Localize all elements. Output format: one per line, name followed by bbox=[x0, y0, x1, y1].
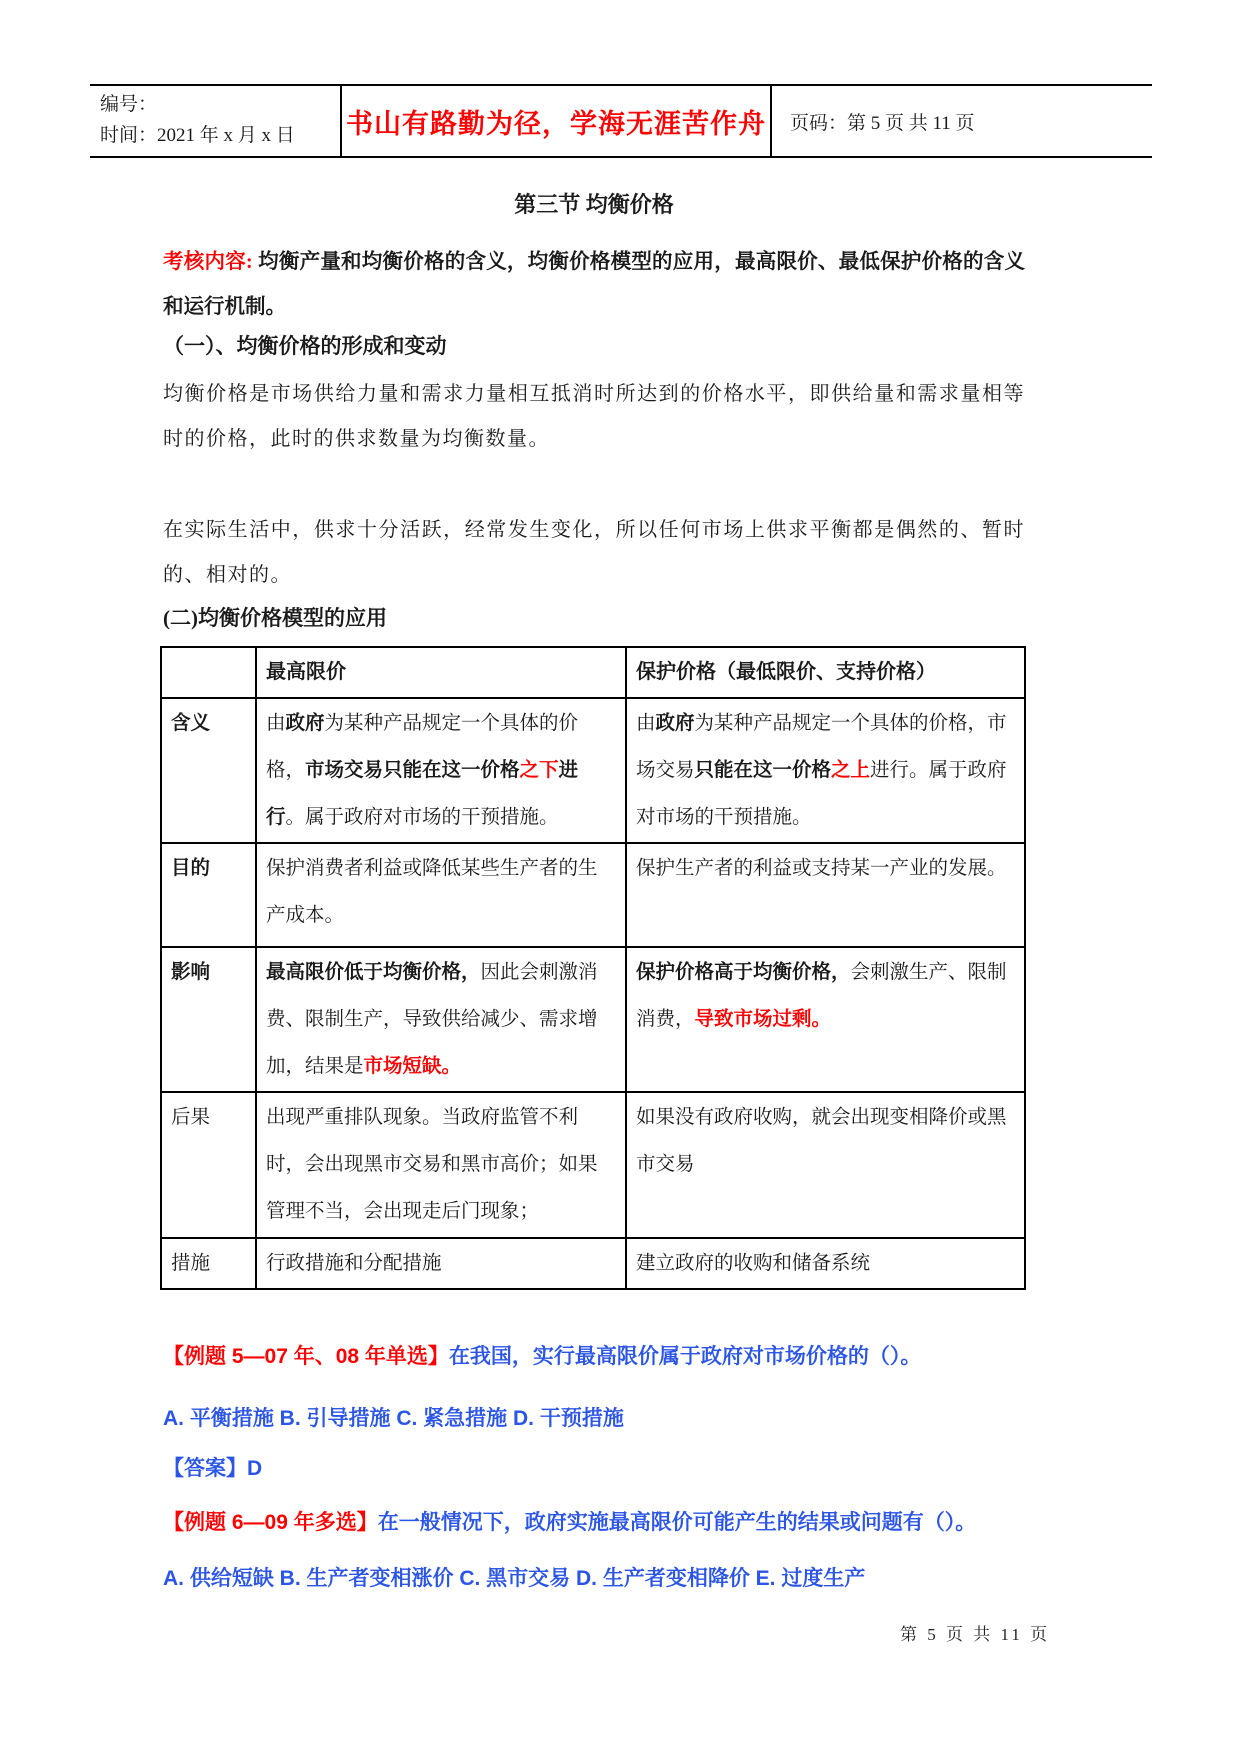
table-header-row bbox=[161, 647, 1025, 698]
row-label-purpose: 目的 bbox=[161, 843, 256, 947]
section2-heading: (二)均衡价格模型的应用 bbox=[163, 606, 387, 630]
cell-measures-protect-price: 建立政府的收购和储备系统 bbox=[626, 1238, 1025, 1289]
header-page-info: 页码：第 5 页 共 11 页 bbox=[790, 112, 975, 134]
row-label-meaning: 含义 bbox=[161, 698, 256, 843]
page-title: 第三节 均衡价格 bbox=[514, 192, 674, 217]
table-row-meaning bbox=[161, 698, 1025, 843]
table-row-impact bbox=[161, 947, 1025, 1092]
page-footer: 第 5 页 共 11 页 bbox=[900, 1625, 1051, 1644]
example-6-options: A. 供给短缺 B. 生产者变相涨价 C. 黑市交易 D. 生产者变相降价 E. 过度生产 bbox=[163, 1567, 866, 1590]
example-5-question: 在我国，实行最高限价属于政府对市场价格的（）。 bbox=[448, 1345, 922, 1368]
example-question-6 bbox=[163, 1506, 1063, 1536]
example-5-options: A. 平衡措施 B. 引导措施 C. 紧急措施 D. 干预措施 bbox=[163, 1407, 624, 1430]
section1-paragraph-2: 在实际生活中，供求十分活跃，经常发生变化，所以任何市场上供求平衡都是偶然的、暂时的、相对的。 bbox=[163, 519, 1025, 586]
example-6-question: 在一般情况下，政府实施最高限价可能产生的结果或问题有（）。 bbox=[377, 1511, 977, 1534]
comparison-table bbox=[160, 646, 1026, 1290]
section1-heading: （一）、均衡价格的形成和变动 bbox=[163, 334, 447, 358]
cell-meaning-protect-price: 由政府为某种产品规定一个具体的价格，市场交易只能在这一价格之上进行。属于政府对市场的干预措施。 bbox=[626, 698, 1025, 843]
table-corner-cell bbox=[161, 647, 256, 698]
row-label-measures: 措施 bbox=[161, 1238, 256, 1289]
cell-purpose-max-price: 保护消费者利益或降低某些生产者的生产成本。 bbox=[256, 843, 626, 947]
cell-meaning-max-price: 由政府为某种产品规定一个具体的价格，市场交易只能在这一价格之下进行。属于政府对市场的干预措施。 bbox=[256, 698, 626, 843]
section1-paragraph-1: 均衡价格是市场供给力量和需求力量相互抵消时所达到的价格水平，即供给量和需求量相等时的价格，此时的供求数量为均衡数量。 bbox=[163, 383, 1025, 450]
table-row-purpose bbox=[161, 843, 1025, 947]
exam-scope-paragraph: 考核内容: 均衡产量和均衡价格的含义，均衡价格模型的应用，最高限价、最低保护价格的含义和运行机制。 bbox=[163, 251, 1026, 318]
page-header bbox=[90, 84, 1152, 158]
header-number-label: 编号： bbox=[100, 94, 158, 115]
table-row-measures bbox=[161, 1238, 1025, 1289]
example-5-tag: 【例题 5—07 年、08 年单选】 bbox=[163, 1345, 449, 1368]
cell-measures-max-price: 行政措施和分配措施 bbox=[256, 1238, 626, 1289]
header-time-label: 时间：2021 年 x 月 x 日 bbox=[100, 125, 295, 146]
cell-consequence-max-price: 出现严重排队现象。当政府监管不利时，会出现黑市交易和黑市高价；如果管理不当，会出现走后门现象； bbox=[256, 1092, 626, 1238]
header-slogan: 书山有路勤为径，学海无涯苦作舟 bbox=[340, 86, 772, 156]
table-row-consequence bbox=[161, 1092, 1025, 1238]
comparison-table-wrapper bbox=[160, 646, 1024, 1290]
example-5-answer: 【答案】D bbox=[163, 1457, 263, 1480]
row-label-consequence: 后果 bbox=[161, 1092, 256, 1238]
cell-purpose-protect-price: 保护生产者的利益或支持某一产业的发展。 bbox=[626, 843, 1025, 947]
row-label-impact: 影响 bbox=[161, 947, 256, 1092]
cell-impact-max-price: 最高限价低于均衡价格，因此会刺激消费、限制生产，导致供给减少、需求增加，结果是市场短缺。 bbox=[256, 947, 626, 1092]
col-header-max-price: 最高限价 bbox=[256, 647, 626, 698]
header-meta bbox=[90, 86, 340, 156]
example-6-tag: 【例题 6—09 年多选】 bbox=[163, 1511, 378, 1534]
cell-consequence-protect-price: 如果没有政府收购，就会出现变相降价或黑市交易 bbox=[626, 1092, 1025, 1238]
example-question-5 bbox=[163, 1340, 1063, 1370]
cell-impact-protect-price: 保护价格高于均衡价格，会刺激生产、限制消费，导致市场过剩。 bbox=[626, 947, 1025, 1092]
col-header-protect-price: 保护价格（最低限价、支持价格） bbox=[626, 647, 1025, 698]
